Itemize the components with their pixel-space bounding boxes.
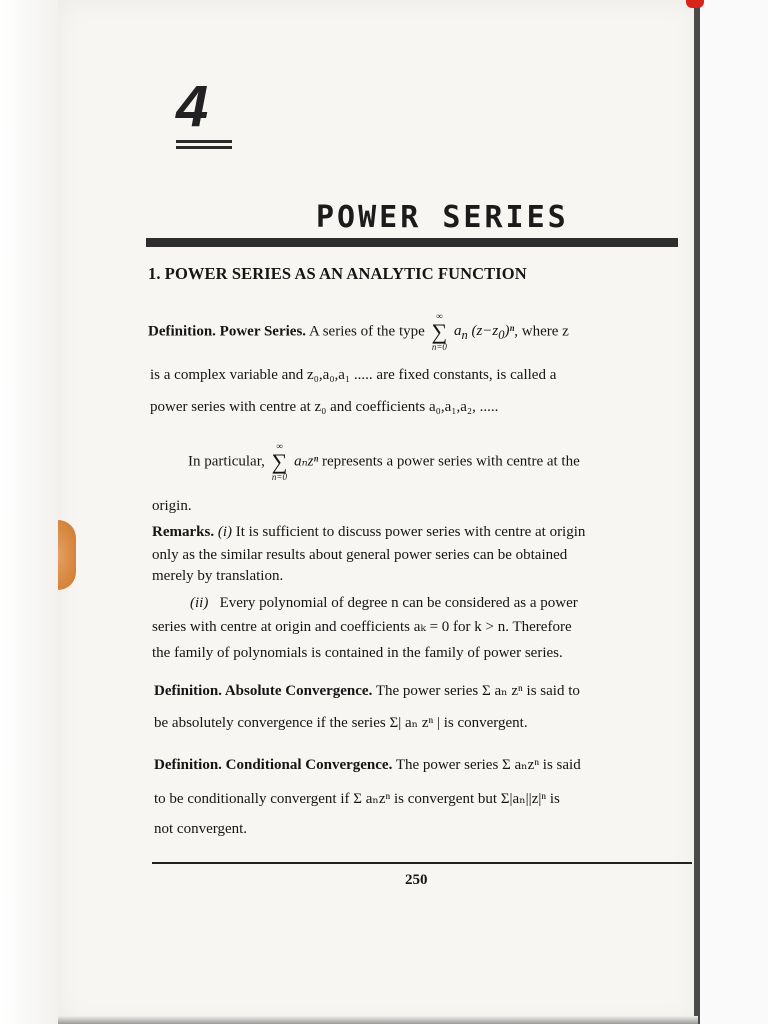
definition-power-series-line1 (148, 312, 569, 352)
definition-power-series-line2: is a complex variable and z₀,a₀,a₁ ..... are fixed constants, is called a (150, 367, 557, 383)
definition-text: A series of the type (308, 323, 425, 340)
scan-right-margin (700, 0, 768, 1024)
definition-conditional-line2: to be conditionally convergent if Σ aₙzⁿ is convergent but Σ|aₙ||z|ⁿ is (154, 791, 560, 807)
definition-power-series-line3: power series with centre at z₀ and coefficients a₀,a₁,a₂, ..... (150, 399, 499, 415)
remarks-label: Remarks. (152, 524, 215, 540)
term-coef-sub: n (461, 328, 468, 343)
footer-rule (152, 862, 692, 864)
definition-text-after: , where z (514, 323, 569, 340)
chapter-number: 4 (176, 74, 209, 139)
remarks-item1-line3: merely by translation. (152, 568, 284, 584)
absolute-text: The power series Σ aₙ zⁿ is said to (375, 683, 580, 699)
particular-line1 (188, 442, 580, 482)
sigma-icon-2: ∑ (271, 449, 288, 474)
conditional-text: The power series Σ aₙzⁿ is said (395, 757, 581, 773)
sigma-lower-limit: n=0 (431, 342, 447, 352)
remark-number-1: (i) (217, 524, 232, 540)
sigma-upper-limit: ∞ (436, 311, 443, 321)
remark-number-2: (ii) (190, 595, 209, 611)
summation-symbol (432, 312, 448, 352)
section-heading: 1. POWER SERIES AS AN ANALYTIC FUNCTION (148, 264, 527, 283)
definition-absolute-line2: be absolutely convergence if the series Σ| aₙ zⁿ | is convergent. (154, 715, 528, 731)
definition-label: Definition. Power Series. (148, 323, 307, 340)
page-bottom-edge (58, 1016, 698, 1024)
chapter-title-bar (146, 238, 678, 247)
particular-line2: origin. (152, 498, 192, 514)
remarks-item1-line2: only as the similar results about general power series can be obtained (152, 547, 568, 563)
chapter-number-rule-2 (176, 146, 232, 149)
chapter-title: POWER SERIES (316, 200, 569, 235)
series-term (453, 323, 515, 343)
particular-text-after: represents a power series with centre at the (321, 453, 580, 470)
sigma-lower-limit-2: n=0 (271, 472, 287, 482)
term-power: )ⁿ (504, 323, 515, 340)
definition-conditional-line1 (154, 756, 581, 774)
chapter-number-rule (176, 140, 232, 143)
summation-symbol-2 (272, 442, 288, 482)
term-coef: a (453, 323, 462, 340)
definition-absolute-line1 (154, 682, 580, 700)
particular-term: aₙzⁿ (294, 453, 319, 470)
red-bookmark-mark (686, 0, 704, 8)
term-rest: (z−z (467, 323, 499, 340)
scan-left-margin (0, 0, 58, 1024)
remark-1-text: It is sufficient to discuss power series with centre at origin (235, 524, 586, 540)
sigma-icon: ∑ (431, 319, 448, 344)
definition-conditional-line3: not convergent. (154, 821, 248, 837)
remarks-item2-line3: the family of polynomials is contained in the family of power series. (152, 645, 563, 661)
remark-2-text: Every polynomial of degree n can be considered as a power (219, 595, 578, 611)
particular-text-before: In particular, (188, 453, 265, 470)
term-rest-sub: 0 (498, 328, 505, 343)
remarks-item2-line2: series with centre at origin and coefficients aₖ = 0 for k > n. Therefore (152, 619, 572, 635)
absolute-label: Definition. Absolute Convergence. (154, 683, 373, 699)
remarks-item2-line1 (190, 594, 578, 612)
sigma-upper-limit-2: ∞ (276, 441, 283, 451)
remarks-item1-line1 (152, 523, 585, 541)
thumb-holding-page (58, 520, 76, 590)
page-number: 250 (405, 872, 428, 888)
conditional-label: Definition. Conditional Convergence. (154, 757, 393, 773)
